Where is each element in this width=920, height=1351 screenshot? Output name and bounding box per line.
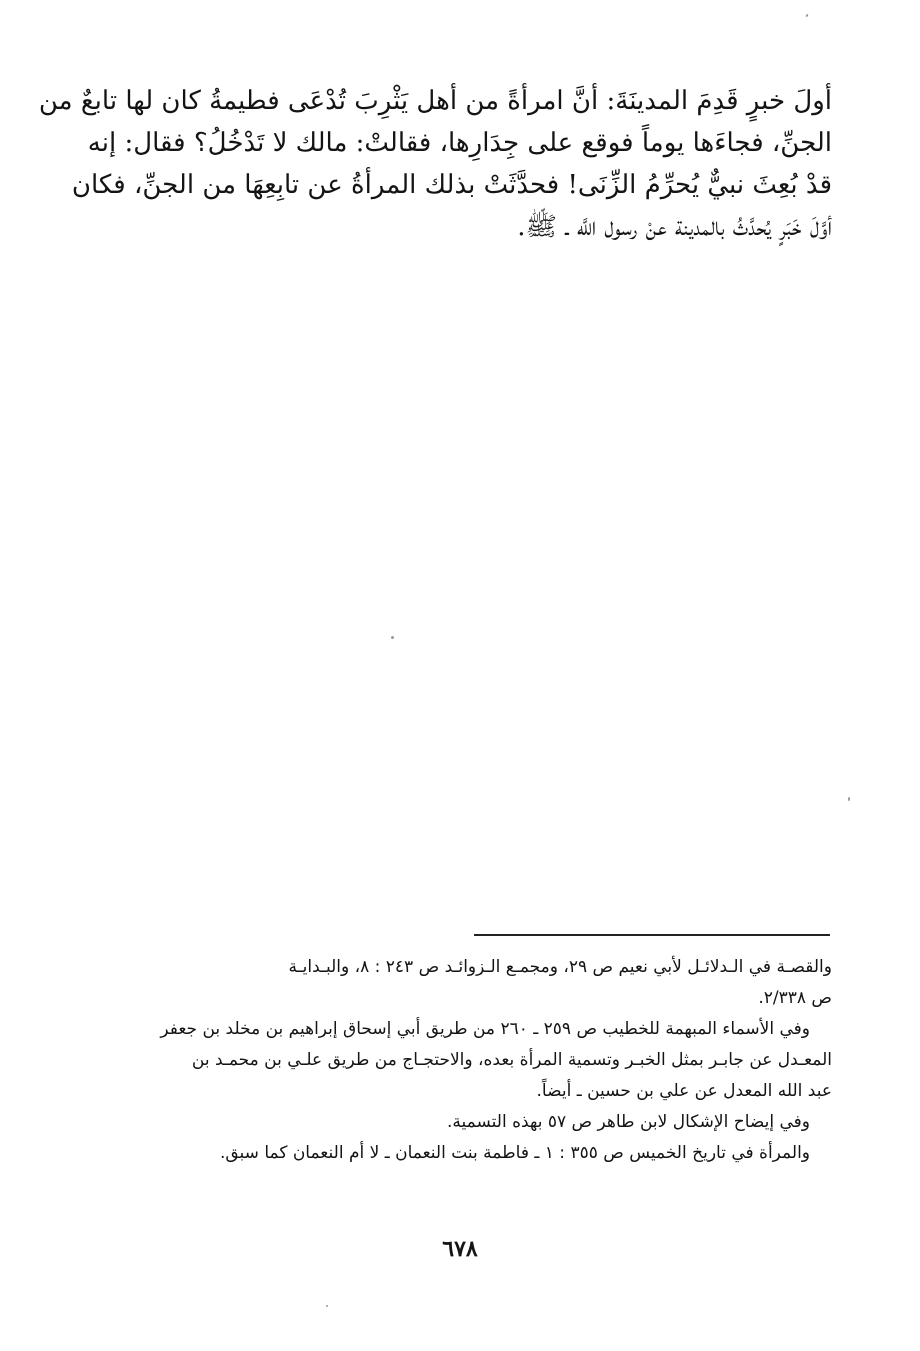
- scan-speck: [848, 797, 850, 801]
- main-text-line-3: قدْ بُعِثَ نبيٌّ يُحرِّمُ الزِّنَى! فحدَّثَتْ بذلك المرأةُ عن تابِعِهَا من الجنِّ، فكان: [71, 170, 832, 200]
- footnote-line-7: والمرأة في تاريخ الخميس ص ٣٥٥ : ١ ـ فاطمة بنت النعمان ـ لا أم النعمان كما سبق.: [219, 1143, 810, 1163]
- scan-speck: [326, 1305, 328, 1307]
- footnote-separator-rule: [474, 934, 830, 936]
- main-text-line-4: أوَّلَ خَبَرٍ يُحدَّثُ بالمدينة عنْ رسول اللَّه ـ ﷺ.: [517, 212, 832, 242]
- scan-speck: [391, 636, 394, 639]
- footnote-line-1: والقصـة في الـدلائـل لأبي نعيم ص ٢٩، ومجمـع الـزوائـد ص ٢٤٣ : ٨، والبـدايـة: [288, 957, 832, 977]
- footnote-line-5: عبد الله المعدل عن علي بن حسين ـ أيضاً.: [536, 1081, 832, 1101]
- footnote-line-6: وفي إيضاح الإشكال لابن طاهر ص ٥٧ بهذه التسمية.: [447, 1112, 810, 1132]
- main-text-line-2: الجنِّ، فجاءَها يوماً فوقع على جِدَارِها، فقالتْ: مالك لا تَدْخُلُ؟ فقال: إنه: [87, 128, 832, 158]
- footnotes-block: [120, 952, 832, 1169]
- main-paragraph: [38, 80, 832, 248]
- scan-speck: [805, 14, 808, 18]
- footnote-line-3: وفي الأسماء المبهمة للخطيب ص ٢٥٩ ـ ٢٦٠ من طريق أبي إسحاق إبراهيم بن مخلد بن جعفر: [160, 1019, 810, 1039]
- footnote-line-4: المعـدل عن جابـر بمثل الخبـر وتسمية المرأة بعده، والاحتجـاج من طريق علـي بن محمـد بن: [191, 1050, 832, 1070]
- main-text-line-1: أولَ خبرٍ قَدِمَ المدينَةَ: أنَّ امرأةً من أهل يَثْرِبَ تُدْعَى فطيمةُ كان لها تابعٌ من: [38, 86, 832, 116]
- page-number: ٦٧٨: [442, 1236, 478, 1262]
- footnote-line-2: ص ٢/٣٣٨.: [758, 988, 832, 1008]
